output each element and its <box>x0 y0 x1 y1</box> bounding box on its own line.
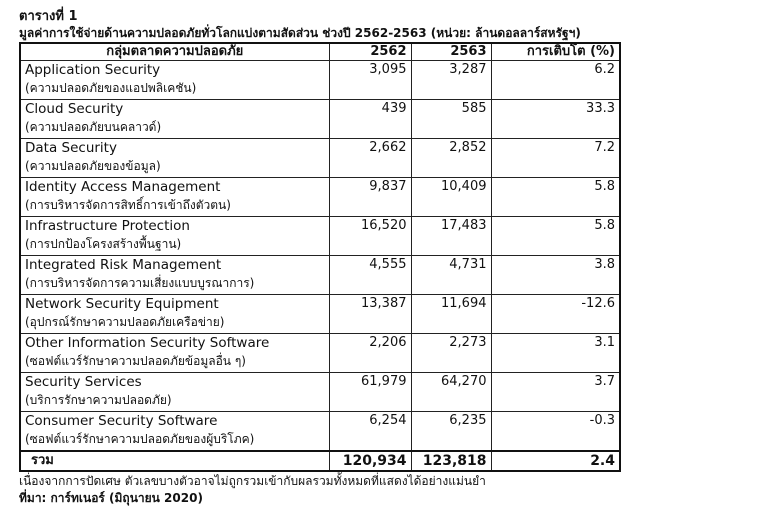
segment-en: Data Security <box>25 140 117 156</box>
table-row <box>20 256 620 295</box>
header-segment: กลุ่มตลาดความปลอดภัย <box>20 43 329 61</box>
segment-en: Network Security Equipment <box>25 296 219 312</box>
growth-value: 33.3 <box>491 100 620 139</box>
segment-cell <box>20 412 329 452</box>
table-row <box>20 217 620 256</box>
total-row <box>20 451 620 471</box>
segment-th: (ซอฟต์แวร์รักษาความปลอดภัยของผู้บริโภค) <box>25 432 255 446</box>
segment-cell <box>20 61 329 100</box>
segment-cell <box>20 334 329 373</box>
value-2563: 6,235 <box>411 412 491 452</box>
value-2562: 2,662 <box>329 139 411 178</box>
header-growth: การเติบโต (%) <box>491 43 620 61</box>
segment-en: Other Information Security Software <box>25 335 270 351</box>
value-2563: 3,287 <box>411 61 491 100</box>
segment-cell <box>20 295 329 334</box>
segment-th: (ความปลอดภัยของแอปพลิเคชัน) <box>25 81 197 95</box>
table-title: มูลค่าการใช้จ่ายด้านความปลอดภัยทั่วโลกแบ่งตามสัดส่วน ช่วงปี 2562-2563 (หน่วย: ล้านดอลลาร์สหรัฐฯ) <box>19 26 581 40</box>
value-2563: 10,409 <box>411 178 491 217</box>
growth-value: 6.2 <box>491 61 620 100</box>
segment-th: (อุปกรณ์รักษาความปลอดภัยเครือข่าย) <box>25 315 225 329</box>
header-2563: 2563 <box>411 43 491 61</box>
segment-cell <box>20 100 329 139</box>
segment-th: (ความปลอดภัยของข้อมูล) <box>25 159 161 173</box>
value-2562: 13,387 <box>329 295 411 334</box>
value-2563: 585 <box>411 100 491 139</box>
segment-en: Consumer Security Software <box>25 413 218 429</box>
value-2562: 4,555 <box>329 256 411 295</box>
segment-en: Application Security <box>25 62 161 78</box>
total-label: รวม <box>20 451 329 471</box>
growth-value: 3.7 <box>491 373 620 412</box>
growth-value: -0.3 <box>491 412 620 452</box>
table-row <box>20 412 620 452</box>
segment-en: Security Services <box>25 374 142 390</box>
table-number: ตารางที่ 1 <box>19 9 78 24</box>
growth-value: 3.8 <box>491 256 620 295</box>
total-growth: 2.4 <box>491 451 620 471</box>
table-row <box>20 139 620 178</box>
total-2563: 123,818 <box>411 451 491 471</box>
source-note: ที่มา: การ์ทเนอร์ (มิถุนายน 2020) <box>19 491 203 505</box>
segment-th: (ซอฟต์แวร์รักษาความปลอดภัยข้อมูลอื่น ๆ) <box>25 354 246 368</box>
growth-value: 7.2 <box>491 139 620 178</box>
header-row <box>20 43 620 61</box>
value-2562: 2,206 <box>329 334 411 373</box>
segment-cell <box>20 256 329 295</box>
segment-th: (การบริหารจัดการความเสี่ยงแบบบูรณาการ) <box>25 276 255 290</box>
segment-cell <box>20 139 329 178</box>
value-2563: 64,270 <box>411 373 491 412</box>
segment-th: (การบริหารจัดการสิทธิ์การเข้าถึงตัวตน) <box>25 198 231 212</box>
value-2563: 17,483 <box>411 217 491 256</box>
growth-value: 5.8 <box>491 217 620 256</box>
header-2562: 2562 <box>329 43 411 61</box>
segment-th: (ความปลอดภัยบนคลาวด์) <box>25 120 162 134</box>
value-2562: 16,520 <box>329 217 411 256</box>
table-row <box>20 295 620 334</box>
segment-th: (การปกป้องโครงสร้างพื้นฐาน) <box>25 237 182 251</box>
value-2563: 4,731 <box>411 256 491 295</box>
value-2562: 6,254 <box>329 412 411 452</box>
segment-cell <box>20 373 329 412</box>
segment-en: Infrastructure Protection <box>25 218 190 234</box>
value-2563: 2,273 <box>411 334 491 373</box>
security-spending-table <box>19 42 621 472</box>
table-row <box>20 100 620 139</box>
growth-value: 5.8 <box>491 178 620 217</box>
document <box>16 8 771 507</box>
table-row <box>20 61 620 100</box>
segment-en: Cloud Security <box>25 101 124 117</box>
growth-value: -12.6 <box>491 295 620 334</box>
table-row <box>20 334 620 373</box>
value-2562: 61,979 <box>329 373 411 412</box>
value-2562: 3,095 <box>329 61 411 100</box>
segment-en: Identity Access Management <box>25 179 221 195</box>
segment-cell <box>20 217 329 256</box>
value-2563: 2,852 <box>411 139 491 178</box>
table-row <box>20 178 620 217</box>
value-2562: 9,837 <box>329 178 411 217</box>
segment-en: Integrated Risk Management <box>25 257 222 273</box>
growth-value: 3.1 <box>491 334 620 373</box>
total-2562: 120,934 <box>329 451 411 471</box>
segment-th: (บริการรักษาความปลอดภัย) <box>25 393 172 407</box>
table-row <box>20 373 620 412</box>
segment-cell <box>20 178 329 217</box>
value-2562: 439 <box>329 100 411 139</box>
value-2563: 11,694 <box>411 295 491 334</box>
rounding-footnote: เนื่องจากการปัดเศษ ตัวเลขบางตัวอาจไม่ถูกรวมเข้ากับผลรวมทั้งหมดที่แสดงได้อย่างแม่นยำ <box>19 474 486 488</box>
